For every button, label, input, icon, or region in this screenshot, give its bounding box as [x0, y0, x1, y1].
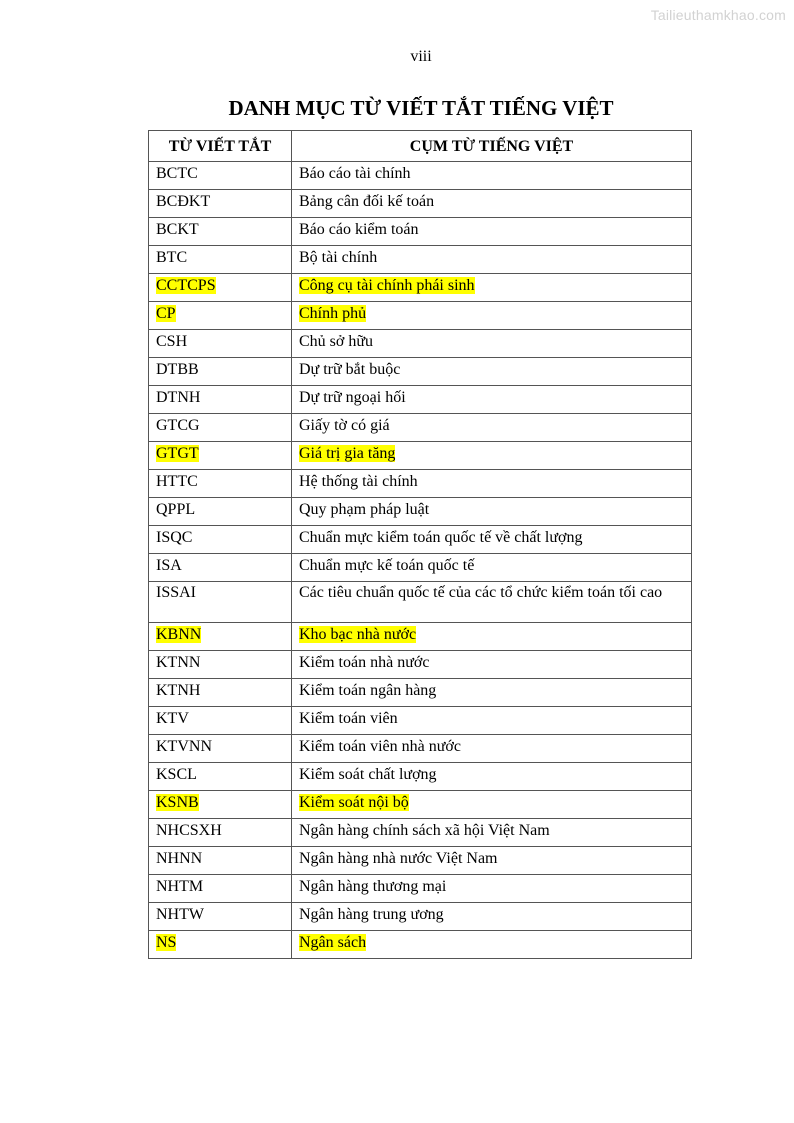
table-row	[149, 358, 692, 386]
abbreviation-cell	[149, 162, 292, 190]
abbreviation-cell	[149, 246, 292, 274]
abbreviation-cell	[149, 218, 292, 246]
meaning-cell	[292, 679, 692, 707]
meaning-text: Quy phạm pháp luật	[299, 501, 430, 518]
abbreviation-text: BCĐKT	[156, 193, 211, 210]
abbreviation-text: ISQC	[156, 529, 193, 546]
meaning-cell	[292, 931, 692, 959]
table-header-row	[149, 131, 692, 162]
abbreviation-table	[148, 130, 692, 959]
page-title: DANH MỤC TỪ VIẾT TẮT TIẾNG VIỆT	[228, 96, 614, 120]
meaning-cell	[292, 190, 692, 218]
table-row	[149, 330, 692, 358]
meaning-cell	[292, 707, 692, 735]
meaning-text: Kiểm toán ngân hàng	[299, 682, 437, 699]
abbreviation-cell	[149, 763, 292, 791]
meaning-cell	[292, 302, 692, 330]
table-row	[149, 707, 692, 735]
abbreviation-cell	[149, 819, 292, 847]
abbreviation-text: KTNN	[156, 654, 201, 671]
meaning-text: Báo cáo kiểm toán	[299, 221, 419, 238]
meaning-cell	[292, 470, 692, 498]
abbreviation-cell	[149, 847, 292, 875]
meaning-text: Kiểm toán viên nhà nước	[299, 738, 461, 755]
meaning-cell	[292, 246, 692, 274]
table-row	[149, 470, 692, 498]
meaning-cell	[292, 442, 692, 470]
meaning-cell	[292, 875, 692, 903]
page-number: viii	[410, 48, 432, 65]
meaning-text: Ngân sách	[299, 934, 367, 951]
abbreviation-cell	[149, 931, 292, 959]
meaning-text: Dự trữ ngoại hối	[299, 389, 406, 406]
abbreviation-cell	[149, 358, 292, 386]
abbreviation-text: NHTM	[156, 878, 204, 895]
abbreviation-cell	[149, 386, 292, 414]
abbreviation-text: BTC	[156, 249, 188, 266]
meaning-text: Chuẩn mực kiểm toán quốc tế về chất lượng	[299, 529, 583, 546]
abbreviation-cell	[149, 903, 292, 931]
abbreviation-cell	[149, 651, 292, 679]
abbreviation-text: CP	[156, 305, 176, 322]
meaning-text: Các tiêu chuẩn quốc tế của các tổ chức kiểm toán tối cao	[299, 584, 663, 601]
meaning-cell	[292, 498, 692, 526]
meaning-text: Chuẩn mực kế toán quốc tế	[299, 557, 475, 574]
abbreviation-text: CCTCPS	[156, 277, 216, 294]
table-row	[149, 386, 692, 414]
meaning-text: Ngân hàng nhà nước Việt Nam	[299, 850, 498, 867]
meaning-text: Kiểm soát nội bộ	[299, 794, 409, 811]
table-row	[149, 651, 692, 679]
abbreviation-text: KSNB	[156, 794, 199, 811]
table-row	[149, 414, 692, 442]
abbreviation-text: ISSAI	[156, 584, 197, 601]
meaning-cell	[292, 526, 692, 554]
abbreviation-cell	[149, 623, 292, 651]
meaning-cell	[292, 330, 692, 358]
meaning-text: Giấy tờ có giá	[299, 417, 390, 434]
abbreviation-text: HTTC	[156, 473, 198, 490]
table-row	[149, 442, 692, 470]
table-row	[149, 498, 692, 526]
meaning-text: Hệ thống tài chính	[299, 473, 418, 490]
abbreviation-text: NHNN	[156, 850, 203, 867]
table-row	[149, 162, 692, 190]
table-row	[149, 903, 692, 931]
meaning-cell	[292, 162, 692, 190]
abbreviation-text: BCKT	[156, 221, 199, 238]
meaning-text: Chính phủ	[299, 305, 367, 322]
meaning-cell	[292, 218, 692, 246]
table-row	[149, 679, 692, 707]
meaning-text: Ngân hàng thương mại	[299, 878, 447, 895]
meaning-text: Kiểm toán nhà nước	[299, 654, 430, 671]
meaning-cell	[292, 735, 692, 763]
meaning-cell	[292, 414, 692, 442]
meaning-text: Kiểm toán viên	[299, 710, 398, 727]
table-row	[149, 819, 692, 847]
table-row	[149, 302, 692, 330]
abbreviation-cell	[149, 190, 292, 218]
abbreviation-text: NS	[156, 934, 177, 951]
table-row	[149, 190, 692, 218]
table-row	[149, 218, 692, 246]
table-body	[149, 162, 692, 959]
meaning-text: Kiểm soát chất lượng	[299, 766, 437, 783]
abbreviation-text: KTVNN	[156, 738, 212, 755]
table-row	[149, 875, 692, 903]
abbreviation-cell	[149, 791, 292, 819]
abbreviation-text: DTBB	[156, 361, 199, 378]
abbreviation-cell	[149, 707, 292, 735]
abbreviation-text: GTCG	[156, 417, 200, 434]
abbreviation-cell	[149, 554, 292, 582]
meaning-cell	[292, 791, 692, 819]
abbreviation-cell	[149, 414, 292, 442]
meaning-cell	[292, 358, 692, 386]
meaning-text: Chủ sở hữu	[299, 333, 374, 350]
abbreviation-text: KSCL	[156, 766, 197, 783]
table-row	[149, 791, 692, 819]
table-row	[149, 246, 692, 274]
abbreviation-text: CSH	[156, 333, 188, 350]
abbreviation-text: QPPL	[156, 501, 196, 518]
meaning-cell	[292, 847, 692, 875]
meaning-cell	[292, 274, 692, 302]
table-row	[149, 763, 692, 791]
meaning-cell	[292, 623, 692, 651]
meaning-cell	[292, 763, 692, 791]
abbreviation-cell	[149, 526, 292, 554]
meaning-cell	[292, 386, 692, 414]
abbreviation-cell	[149, 330, 292, 358]
header-abbreviation: TỪ VIẾT TẮT	[149, 131, 292, 162]
meaning-text: Dự trữ bắt buộc	[299, 361, 401, 378]
abbreviation-cell	[149, 582, 292, 623]
meaning-cell	[292, 582, 692, 623]
table-row	[149, 847, 692, 875]
meaning-cell	[292, 819, 692, 847]
meaning-text: Ngân hàng trung ương	[299, 906, 444, 923]
abbreviation-cell	[149, 302, 292, 330]
header-vietnamese-phrase: CỤM TỪ TIẾNG VIỆT	[292, 131, 692, 162]
table-row	[149, 931, 692, 959]
abbreviation-cell	[149, 274, 292, 302]
abbreviation-cell	[149, 442, 292, 470]
abbreviation-cell	[149, 498, 292, 526]
meaning-text: Báo cáo tài chính	[299, 165, 411, 182]
abbreviation-text: NHTW	[156, 906, 204, 923]
abbreviation-text: NHCSXH	[156, 822, 222, 839]
meaning-text: Kho bạc nhà nước	[299, 626, 417, 643]
abbreviation-text: ISA	[156, 557, 182, 574]
meaning-text: Ngân hàng chính sách xã hội Việt Nam	[299, 822, 550, 839]
meaning-cell	[292, 903, 692, 931]
abbreviation-cell	[149, 679, 292, 707]
meaning-cell	[292, 651, 692, 679]
abbreviation-cell	[149, 875, 292, 903]
meaning-text: Bộ tài chính	[299, 249, 378, 266]
abbreviation-text: KTV	[156, 710, 189, 727]
table-row	[149, 735, 692, 763]
meaning-cell	[292, 554, 692, 582]
meaning-text: Giá trị gia tăng	[299, 445, 396, 462]
abbreviation-text: BCTC	[156, 165, 198, 182]
abbreviation-cell	[149, 470, 292, 498]
abbreviation-cell	[149, 735, 292, 763]
table-row	[149, 526, 692, 554]
table-row	[149, 554, 692, 582]
abbreviation-text: KTNH	[156, 682, 201, 699]
table-row	[149, 623, 692, 651]
meaning-text: Bảng cân đối kế toán	[299, 193, 435, 210]
table-row	[149, 274, 692, 302]
meaning-text: Công cụ tài chính phái sinh	[299, 277, 475, 294]
abbreviation-text: KBNN	[156, 626, 202, 643]
abbreviation-text: GTGT	[156, 445, 199, 462]
abbreviation-text: DTNH	[156, 389, 201, 406]
table-row	[149, 582, 692, 623]
watermark: Tailieuthamkhao.com	[650, 7, 786, 23]
